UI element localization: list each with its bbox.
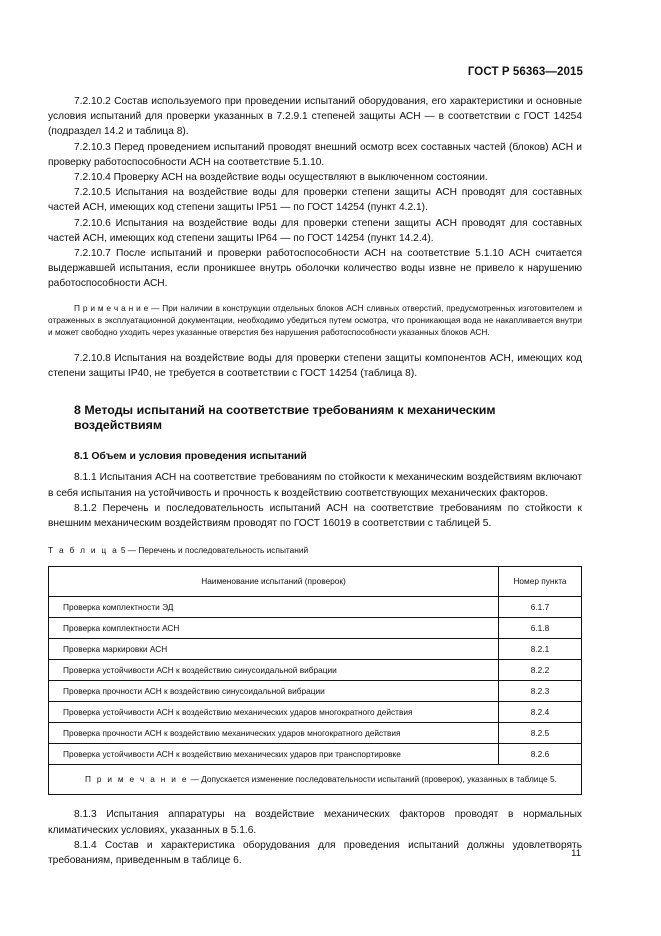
note-label: П р и м е ч а н и е: [74, 302, 149, 313]
table-row: [49, 618, 582, 639]
table-5: [48, 566, 582, 795]
section-8-1-title: 8.1 Объем и условия проведения испытаний: [74, 451, 307, 463]
table-caption-label: Т а б л и ц а: [48, 545, 119, 556]
table-note-label: П р и м е ч а н и е: [85, 774, 189, 785]
clause-number-cell: 8.2.4: [499, 702, 582, 723]
test-name-cell: Проверка прочности АСН к воздействию синусоидальной вибрации: [49, 681, 499, 702]
table-row: [49, 597, 582, 618]
clause-number-cell: 8.2.6: [499, 744, 582, 765]
table-row: [49, 681, 582, 702]
paragraph-7-2-10-4: 7.2.10.4 Проверку АСН на воздействие воды осуществляют в выключенном состоянии.: [74, 172, 488, 184]
table-5-caption: [48, 543, 582, 558]
test-name-cell: Проверка устойчивости АСН к воздействию механических ударов при транспортировке: [49, 744, 499, 765]
paragraph-7-2-10-7: 7.2.10.7 После испытаний и проверки работоспособности АСН на соответствие 5.1.10 АСН считается выдержавшей испытания, если проникшее внутрь оболочки количество воды извне не привело к нарушению работоспособности АСН.: [48, 248, 582, 290]
page-number: 11: [571, 848, 581, 859]
test-name-cell: Проверка комплектности АСН: [49, 618, 499, 639]
test-name-cell: Проверка маркировки АСН: [49, 639, 499, 660]
table-row: [49, 744, 582, 765]
paragraph-8-1-2: 8.1.2 Перечень и последовательность испытаний АСН на соответствие требованиям по стойкости к внешним механическим воздействиям проводят по ГОСТ 16019 в соответствии с таблицей 5.: [48, 502, 582, 530]
paragraph-8-1-1: 8.1.1 Испытания АСН на соответствие требованиям по стойкости к механическим воздействиям включают в себя испытания на устойчивость и прочность к воздействию соответствующих механических факторов.: [48, 472, 582, 499]
table-note-row: [49, 765, 582, 795]
column-header-code: Номер пункта: [499, 567, 582, 597]
section-8-title: 8 Методы испытаний на соответствие требованиям к механическим воздействиям: [74, 403, 496, 433]
after-table-block: [48, 807, 582, 868]
note-drain-holes: [48, 302, 582, 339]
paragraph-7-2-10-6: 7.2.10.6 Испытания на воздействие воды для проверки степени защиты АСН проводят для составных частей АСН, имеющих код степени защиты IP64 — по ГОСТ 14254 (пункт 14.2.4).: [48, 217, 582, 244]
clause-number-cell: 8.2.1: [499, 639, 582, 660]
table-note-cell: [49, 765, 582, 795]
table-caption-text: 5 — Перечень и последовательность испытаний: [118, 545, 309, 556]
table-row: [49, 660, 582, 681]
test-name-cell: Проверка устойчивости АСН к воздействию синусоидальной вибрации: [49, 660, 499, 681]
test-name-cell: Проверка комплектности ЭД: [49, 597, 499, 618]
document-header: ГОСТ Р 56363—2015: [467, 66, 583, 78]
test-name-cell: Проверка прочности АСН к воздействию механических ударов многократного действия: [49, 723, 499, 744]
table-row: [49, 723, 582, 744]
paragraph-8-1-4: 8.1.4 Состав и характеристика оборудования для проведения испытаний должны удовлетворять требованиям, приведенным в таблице 6.: [48, 839, 582, 867]
column-header-name: Наименование испытаний (проверок): [49, 567, 499, 597]
note-text: — При наличии в конструкции отдельных блоков АСН сливных отверстий, предусмотренных изготовителем и отраженных в эксплуатационной документации, необходимо убедиться путем осмотра, что проникающая вода не накапливается внутри и может свободно уходить через указанные отверстия без нарушения работоспособности указанных блоков АСН.: [48, 302, 582, 338]
paragraph-7-2-10-8: 7.2.10.8 Испытания на воздействие воды для проверки степени защиты компонентов АСН, имеющих код степени защиты IP40, не требуется в соответствии с ГОСТ 14254 (таблица 8).: [48, 352, 582, 380]
clause-number-cell: 8.2.2: [499, 660, 582, 681]
clause-number-cell: 6.1.7: [499, 597, 582, 618]
test-name-cell: Проверка устойчивости АСН к воздействию механических ударов многократного действия: [49, 702, 499, 723]
clause-number-cell: 6.1.8: [499, 618, 582, 639]
table-header-row: [49, 567, 582, 597]
clause-number-cell: 8.2.3: [499, 681, 582, 702]
table-row: [49, 639, 582, 660]
table-note-text: — Допускается изменение последовательности испытаний (проверок), указанных в таблице 5.: [188, 774, 557, 785]
paragraph-7-2-10-5: 7.2.10.5 Испытания на воздействие воды для проверки степени защиты АСН проводят для составных частей АСН, имеющих код степени защиты IP51 — по ГОСТ 14254 (пункт 4.2.1).: [48, 187, 582, 214]
table-row: [49, 702, 582, 723]
paragraph-8-1-3: 8.1.3 Испытания аппаратуры на воздействие механических факторов проводят в нормальных климатических условиях, указанных в 5.1.6.: [48, 809, 582, 836]
paragraph-7-2-10-2: 7.2.10.2 Состав используемого при проведении испытаний оборудования, его характеристики и основные условия испытаний для проверки указанных в 7.2.9.1 степеней защиты АСН — в соответствии с ГОСТ 14254 (подраздел 14.2 и таблица 8).: [48, 96, 582, 138]
paragraph-7-2-10-3: 7.2.10.3 Перед проведением испытаний проводят внешний осмотр всех составных частей (блоков) АСН и проверку работоспособности АСН на соответствие 5.1.10.: [48, 141, 582, 168]
page-content: [48, 94, 582, 868]
clause-number-cell: 8.2.5: [499, 723, 582, 744]
